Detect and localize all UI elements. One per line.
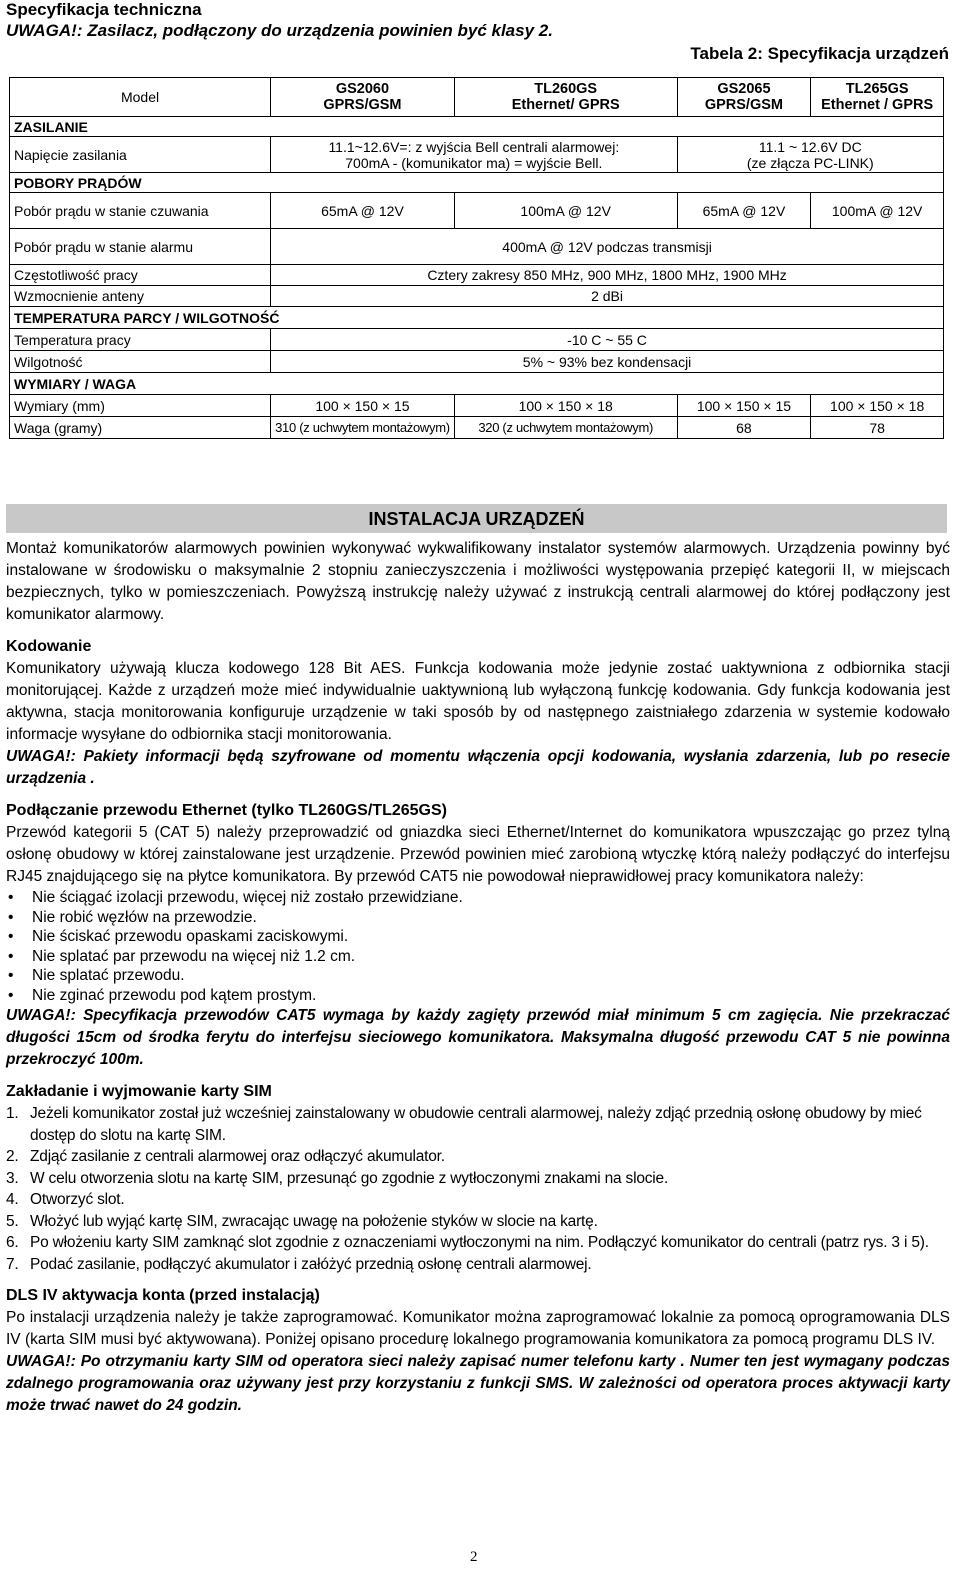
weight-value: 310 (z uchwytem montażowym) [271, 417, 455, 439]
weight-value: 78 [811, 417, 944, 439]
supply-value-tl: 11.1 ~ 12.6V DC (ze złącza PC-LINK) [677, 137, 943, 173]
table-row [10, 173, 944, 193]
coding-title: Kodowanie [6, 638, 92, 655]
temp-label: Temperatura pracy [10, 329, 271, 351]
table-row [10, 329, 944, 351]
ethernet-title: Podłączanie przewodu Ethernet (tylko TL260GS/TL265GS) [6, 802, 447, 819]
dim-value: 100 × 150 × 15 [677, 395, 811, 417]
alarm-label: Pobór prądu w stanie alarmu [10, 229, 271, 265]
weight-label: Waga (gramy) [10, 417, 271, 439]
sim-title: Zakładanie i wyjmowanie karty SIM [6, 1083, 272, 1100]
header-model: Model [10, 78, 271, 117]
sim-steps [6, 1103, 950, 1275]
list-item: • Nie robić węzłów na przewodzie. [32, 908, 950, 928]
section-current: POBORY PRĄDÓW [10, 173, 944, 193]
section-environment: TEMPERATURA PARCY / WILGOTNOŚĆ [10, 307, 944, 329]
dim-value: 100 × 150 × 18 [811, 395, 944, 417]
ethernet-text: Przewód kategorii 5 (CAT 5) należy przeprowadzić od gniazdka sieci Ethernet/Internet do komunikatora wpuszczając go przez tylną osłonę obudowy w której zainstalowane jest urządzenie. Przewód powinien mieć zarobioną wtyczkę którą należy podłączyć do interfejsu RJ45 znajdującego się na płytce komunikatora. By przewód CAT5 nie powodował nieprawidłowej pracy komunikatora należy: [6, 824, 950, 885]
header-tl265gs: TL265GS Ethernet / GPRS [811, 78, 944, 117]
coding-warning: UWAGA!: Pakiety informacji będą szyfrowane od momentu włączenia opcji kodowania, wysłania zdarzenia, lub po resecie urządzenia . [6, 748, 950, 787]
freq-label: Częstotliwość pracy [10, 265, 271, 286]
antenna-value: 2 dBi [271, 286, 944, 307]
list-item: • Nie zginać przewodu pod kątem prostym. [32, 986, 950, 1006]
section-power: ZASILANIE [10, 117, 944, 137]
header-gs2065: GS2065 GPRS/GSM [677, 78, 811, 117]
dim-value: 100 × 150 × 15 [271, 395, 455, 417]
header-tl260gs: TL260GS Ethernet/ GPRS [454, 78, 677, 117]
list-item: • Nie ściskać przewodu opaskami zaciskowymi. [32, 927, 950, 947]
weight-value: 68 [677, 417, 811, 439]
list-item: • Nie splatać par przewodu na więcej niż 1.2 cm. [32, 947, 950, 967]
spec-title: Specyfikacja techniczna [6, 0, 202, 19]
standby-value: 65mA @ 12V [271, 193, 455, 229]
table-caption: Tabela 2: Specyfikacja urządzeń [690, 44, 949, 63]
dim-value: 100 × 150 × 18 [454, 395, 677, 417]
list-item: 4. Otworzyć slot. [6, 1191, 125, 1208]
dls-title: DLS IV aktywacja konta (przed instalacją) [6, 1287, 320, 1304]
table-row [10, 137, 944, 173]
standby-label: Pobór prądu w stanie czuwania [10, 193, 271, 229]
list-item: • Nie splatać przewodu. [32, 966, 950, 986]
table-row [10, 351, 944, 373]
table-row [10, 307, 944, 329]
humidity-label: Wilgotność [10, 351, 271, 373]
weight-value: 320 (z uchwytem montażowym) [454, 417, 677, 439]
table-row [10, 193, 944, 229]
list-item: • Nie ściągać izolacji przewodu, więcej niż zostało przewidziane. [32, 888, 950, 908]
table-row [10, 417, 944, 439]
install-banner: INSTALACJA URZĄDZEŃ [6, 504, 947, 533]
coding-text: Komunikatory używają klucza kodowego 128 Bit AES. Funkcja kodowania może jedynie zostać uaktywniona z odbiornika stacji monitorującej. Każde z urządzeń może mieć indywidualnie uaktywnioną lub wyłączoną funkcję kodowania. Gdy funkcja kodowania jest aktywna, stacja monitorowania konfiguruje urządzenie w taki sposób by od następnego zaistniałego zdarzenia w systemie kodowało informacje wysyłane do odbiornika stacji monitorowania. [6, 660, 950, 743]
list-item: 3. W celu otworzenia slotu na kartę SIM, przesunąć go zgodnie z wytłoczonymi znakami na slocie. [6, 1169, 669, 1187]
supply-value-gs: 11.1~12.6V=: z wyjścia Bell centrali alarmowej: 700mA - (komunikator ma) = wyjście Bell. [271, 137, 677, 173]
dls-text: Po instalacji urządzenia należy je także zaprogramować. Komunikator można zaprogramować lokalnie za pomocą oprogramowania DLS IV (karta SIM musi być aktywowana). Poniżej opisano procedurę lokalnego programowania komunikatora za pomocą programu DLS IV. [6, 1309, 950, 1348]
list-item: 6. Po włożeniu karty SIM zamknąć slot zgodnie z oznaczeniami wytłoczonymi na nim. Podłączyć komunikator do centrali (patrz rys. 3 i 5). [6, 1234, 929, 1251]
table-row [10, 78, 944, 117]
standby-value: 65mA @ 12V [677, 193, 811, 229]
list-item: 7. Podać zasilanie, podłączyć akumulator i załóżyć przednią osłonę centrali alarmowej. [6, 1255, 592, 1273]
list-item: 5. Włożyć lub wyjąć kartę SIM, zwracając uwagę na położenie styków w slocie na kartę. [6, 1212, 598, 1230]
table-row [10, 373, 944, 395]
list-item: 2. Zdjąć zasilanie z centrali alarmowej oraz odłączyć akumulator. [6, 1148, 445, 1165]
ethernet-list [6, 888, 950, 1005]
antenna-label: Wzmocnienie anteny [10, 286, 271, 307]
table-row [10, 265, 944, 286]
table-row [10, 286, 944, 307]
ethernet-warning: UWAGA!: Specyfikacja przewodów CAT5 wymaga by każdy zagięty przewód miał minimum 5 cm zagięcia. Nie przekraczać długości 15cm od środka ferytu do interfejsu sieciowego komunikatora. Maksymalna długość przewodu CAT 5 nie powinna przekroczyć 100m. [6, 1007, 950, 1068]
header-gs2060: GS2060 GPRS/GSM [271, 78, 455, 117]
dim-label: Wymiary (mm) [10, 395, 271, 417]
dls-warning: UWAGA!: Po otrzymaniu karty SIM od operatora sieci należy zapisać numer telefonu karty . Numer ten jest wymagany podczas zdalnego programowania oraz używany jest przy korzystaniu z funkcji SMS. W zależności od operatora proces aktywacji karty może trwać nawet do 24 godzin. [6, 1353, 950, 1414]
supply-label: Napięcie zasilania [10, 137, 271, 173]
page-number: 2 [470, 1549, 478, 1565]
humidity-value: 5% ~ 93% bez kondensacji [271, 351, 944, 373]
section-dimensions: WYMIARY / WAGA [10, 373, 944, 395]
page [6, 0, 951, 65]
standby-value: 100mA @ 12V [454, 193, 677, 229]
list-item: 1. Jeżeli komunikator został już wcześniej zainstalowany w obudowie centrali alarmowej, należy zdjąć przednią osłonę obudowy by mieć dostęp do slotu na kartę SIM. [6, 1105, 922, 1144]
standby-value: 100mA @ 12V [811, 193, 944, 229]
install-section [6, 538, 950, 1417]
table-row [10, 395, 944, 417]
spec-table [9, 77, 944, 439]
table-row [10, 229, 944, 265]
install-intro: Montaż komunikatorów alarmowych powinien wykonywać wykwalifikowany instalator systemów alarmowych. Urządzenia powinny być instalowane w środowisku o maksymalnie 2 stopniu zanieczyszczenia i możliwości występowania przepięć kategorii II, w miejscach bezpiecznych, tylko w pomieszczeniach. Powyższą instrukcję należy używać z instrukcją centrali alarmowej do której podłączony jest komunikator alarmowy. [6, 540, 950, 623]
alarm-value: 400mA @ 12V podczas transmisji [271, 229, 944, 265]
temp-value: -10 C ~ 55 C [271, 329, 944, 351]
power-supply-warning: UWAGA!: Zasilacz, podłączony do urządzenia powinien być klasy 2. [6, 21, 553, 40]
freq-value: Cztery zakresy 850 MHz, 900 MHz, 1800 MHz, 1900 MHz [271, 265, 944, 286]
table-row [10, 117, 944, 137]
